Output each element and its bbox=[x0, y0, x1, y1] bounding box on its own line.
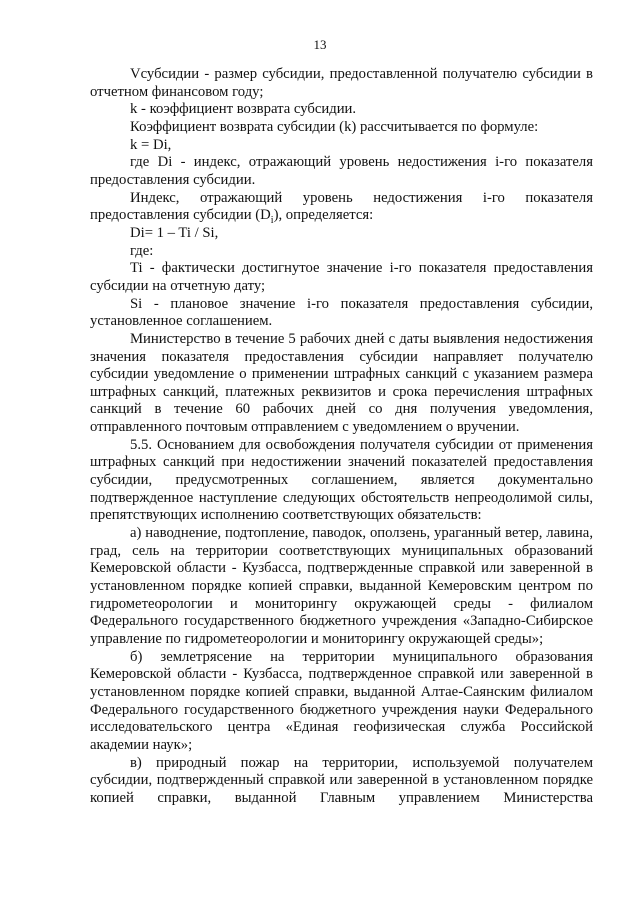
paragraph-k-definition: k - коэффициент возврата субсидии. bbox=[130, 101, 357, 118]
paragraph-subsidy-size: Vсубсидии - размер субсидии, предоставленной получателю субсидии в отчетном финансовом году; bbox=[90, 66, 593, 100]
document-body bbox=[90, 66, 593, 808]
paragraph-k-formula-intro: Коэффициент возврата субсидии (k) рассчитывается по формуле: bbox=[130, 118, 539, 135]
paragraph-si-definition: Si - плановое значение i-го показателя предоставления субсидии, установленное соглашением. bbox=[90, 295, 593, 330]
paragraph-item-a: а) наводнение, подтопление, паводок, оползень, ураганный ветер, лавина, град, сель на территории соответствующих муниципальных образований Кемеровской области - Кузбасса, подтвержденные справкой или заверенной в установленном порядке копией справки, выданной Кемеровским центром по гидрометеорологии и мониторингу окружающей среды - филиалом Федерального государственного бюджетного учреждения «Западно-Сибирское управление по гидрометеорологии и мониторингу окружающей среды»; bbox=[90, 525, 593, 647]
paragraph-item-b: б) землетрясение на территории муниципального образования Кемеровской области - Кузбасса, подтвержденное справкой или заверенной в установленном порядке копией справки, выданной Алтае-Саянским филиалом Федерального государственного бюджетного учреждения науки Федерального исследовательского центра «Единая геофизическая служба Российской академии наук»; bbox=[90, 648, 593, 753]
index-text-after: ), определяется: bbox=[273, 207, 374, 224]
paragraph-5-5: 5.5. Основанием для освобождения получателя субсидии от применения штрафных санкций при недостижении значений показателей предоставления субсидии, предусмотренных соглашением, является документально подтвержденное наступление следующих обстоятельств непреодолимой силы, препятствующих исполнению соответствующих обязательств: bbox=[90, 436, 593, 524]
paragraph-ti-definition: Ti - фактически достигнутое значение i-го показателя предоставления субсидии на отчетную дату; bbox=[90, 260, 593, 294]
paragraph-index-definition bbox=[90, 190, 593, 225]
formula-di: Di= 1 – Ti / Si, bbox=[130, 224, 219, 241]
paragraph-di-definition: где Di - индекс, отражающий уровень недостижения i-го показателя предоставления субсидии. bbox=[90, 154, 593, 188]
paragraph-where: где: bbox=[130, 242, 154, 259]
index-subscript: i bbox=[270, 215, 274, 227]
paragraph-ministry-notice: Министерство в течение 5 рабочих дней с даты выявления недостижения значения показателя предоставления субсидии направляет получателю субсидии уведомление о применении штрафных санкций с указанием размера штрафных санкций, платежных реквизитов и срока перечисления штрафных санкций в течение 60 рабочих дней со дня получения уведомления, отправленного почтовым отправлением с уведомлением о вручении. bbox=[90, 330, 593, 436]
page-number: 13 bbox=[313, 37, 327, 52]
paragraph-item-c: в) природный пожар на территории, используемой получателем субсидии, подтвержденный справкой или заверенной в установленном порядке копией справки, выданной Главным управлением Министерства bbox=[90, 754, 593, 806]
formula-k: k = Di, bbox=[130, 136, 172, 153]
index-text-before: Индекс, отражающий уровень недостижения i-го показателя предоставления субсидии (D bbox=[90, 189, 593, 224]
